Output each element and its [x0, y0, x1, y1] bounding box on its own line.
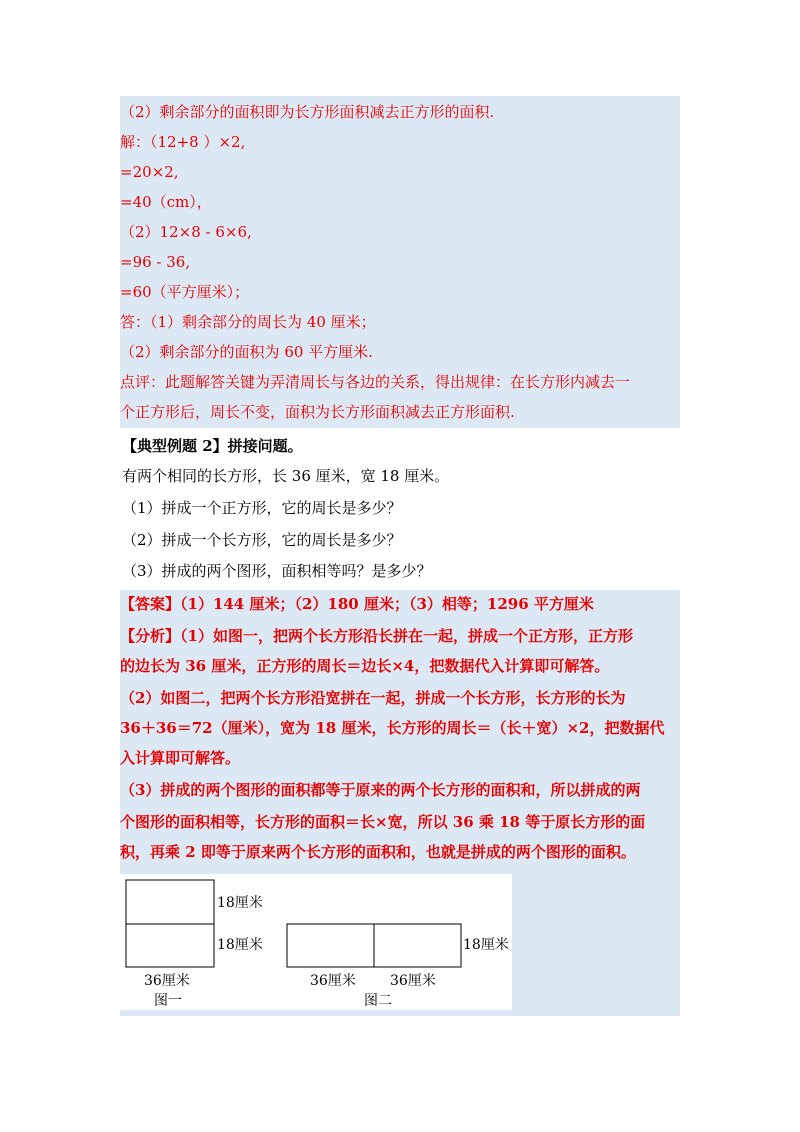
solution-line: =20×2, — [120, 163, 179, 181]
answer-line: 的边长为 36 厘米，正方形的周长＝边长×4，把数据代入计算即可解答。 — [120, 657, 610, 675]
solution-line: 点评：此题解答关键为弄清周长与各边的关系，得出规律：在长方形内减去一 — [120, 373, 631, 391]
fig1-rect-top — [126, 880, 214, 924]
answer-line: （2）如图二，把两个长方形沿宽拼在一起，拼成一个长方形，长方形的长为 — [120, 689, 626, 707]
figure-side-shade — [512, 874, 680, 1010]
example-heading: 【典型例题 2】拼接问题。 — [122, 437, 303, 455]
solution-line: =40（cm）， — [120, 193, 212, 211]
solution-line: （2）12×8 - 6×6, — [120, 223, 252, 241]
answer-line: 36＋36＝72（厘米），宽为 18 厘米，长方形的周长＝（长＋宽）×2，把数据代 — [120, 719, 665, 737]
answer-line: 【答案】（1）144 厘米；（2）180 厘米；（3）相等；1296 平方厘米 — [120, 595, 594, 613]
figure-diagram — [120, 874, 512, 1010]
example-q1: （1）拼成一个正方形，它的周长是多少？ — [122, 499, 402, 517]
answer-line: （3）拼成的两个图形的面积都等于原来的两个长方形的面积和，所以拼成的两 — [120, 781, 641, 799]
fig1-rect-bottom — [126, 924, 214, 967]
fig2-label-len2: 36厘米 — [390, 973, 436, 989]
fig2-label-w: 18厘米 — [463, 937, 509, 953]
fig1-label-len: 36厘米 — [144, 973, 190, 989]
solution-block — [120, 96, 680, 428]
example-q3: （3）拼成的两个图形，面积相等吗？是多少？ — [122, 562, 432, 580]
solution-line: =60（平方厘米）； — [120, 283, 250, 301]
fig1-label-w1: 18厘米 — [217, 895, 263, 911]
answer-line: 【分析】（1）如图一，把两个长方形沿长拼在一起，拼成一个正方形，正方形 — [120, 627, 633, 645]
fig2-label-len1: 36厘米 — [310, 973, 356, 989]
solution-line: 个正方形后，周长不变，面积为长方形面积减去正方形面积. — [120, 403, 515, 421]
solution-line: （2）剩余部分的面积为 60 平方厘米. — [120, 343, 373, 361]
example-q2: （2）拼成一个长方形，它的周长是多少？ — [122, 531, 402, 549]
solution-line: 解：（12+8 ）×2, — [120, 133, 246, 151]
figure-bottom-shade — [120, 1010, 680, 1016]
figure-panel — [120, 874, 512, 1010]
fig2-caption: 图二 — [364, 993, 392, 1009]
fig2-rect-right — [374, 924, 461, 967]
fig1-label-w2: 18厘米 — [217, 937, 263, 953]
answer-block — [120, 590, 680, 874]
solution-line: （2）剩余部分的面积即为长方形面积减去正方形的面积. — [120, 103, 495, 121]
example-question: 有两个相同的长方形，长 36 厘米，宽 18 厘米。 — [122, 467, 450, 485]
solution-line: =96 - 36, — [120, 253, 191, 271]
solution-line: 答：（1）剩余部分的周长为 40 厘米； — [120, 313, 376, 331]
fig2-rect-left — [287, 924, 374, 967]
fig1-caption: 图一 — [154, 993, 182, 1009]
answer-line: 个图形的面积相等，长方形的面积＝长×宽，所以 36 乘 18 等于原长方形的面 — [120, 813, 646, 831]
answer-line: 积，再乘 2 即等于原来两个长方形的面积和，也就是拼成的两个图形的面积。 — [120, 843, 636, 861]
answer-line: 入计算即可解答。 — [120, 749, 241, 767]
